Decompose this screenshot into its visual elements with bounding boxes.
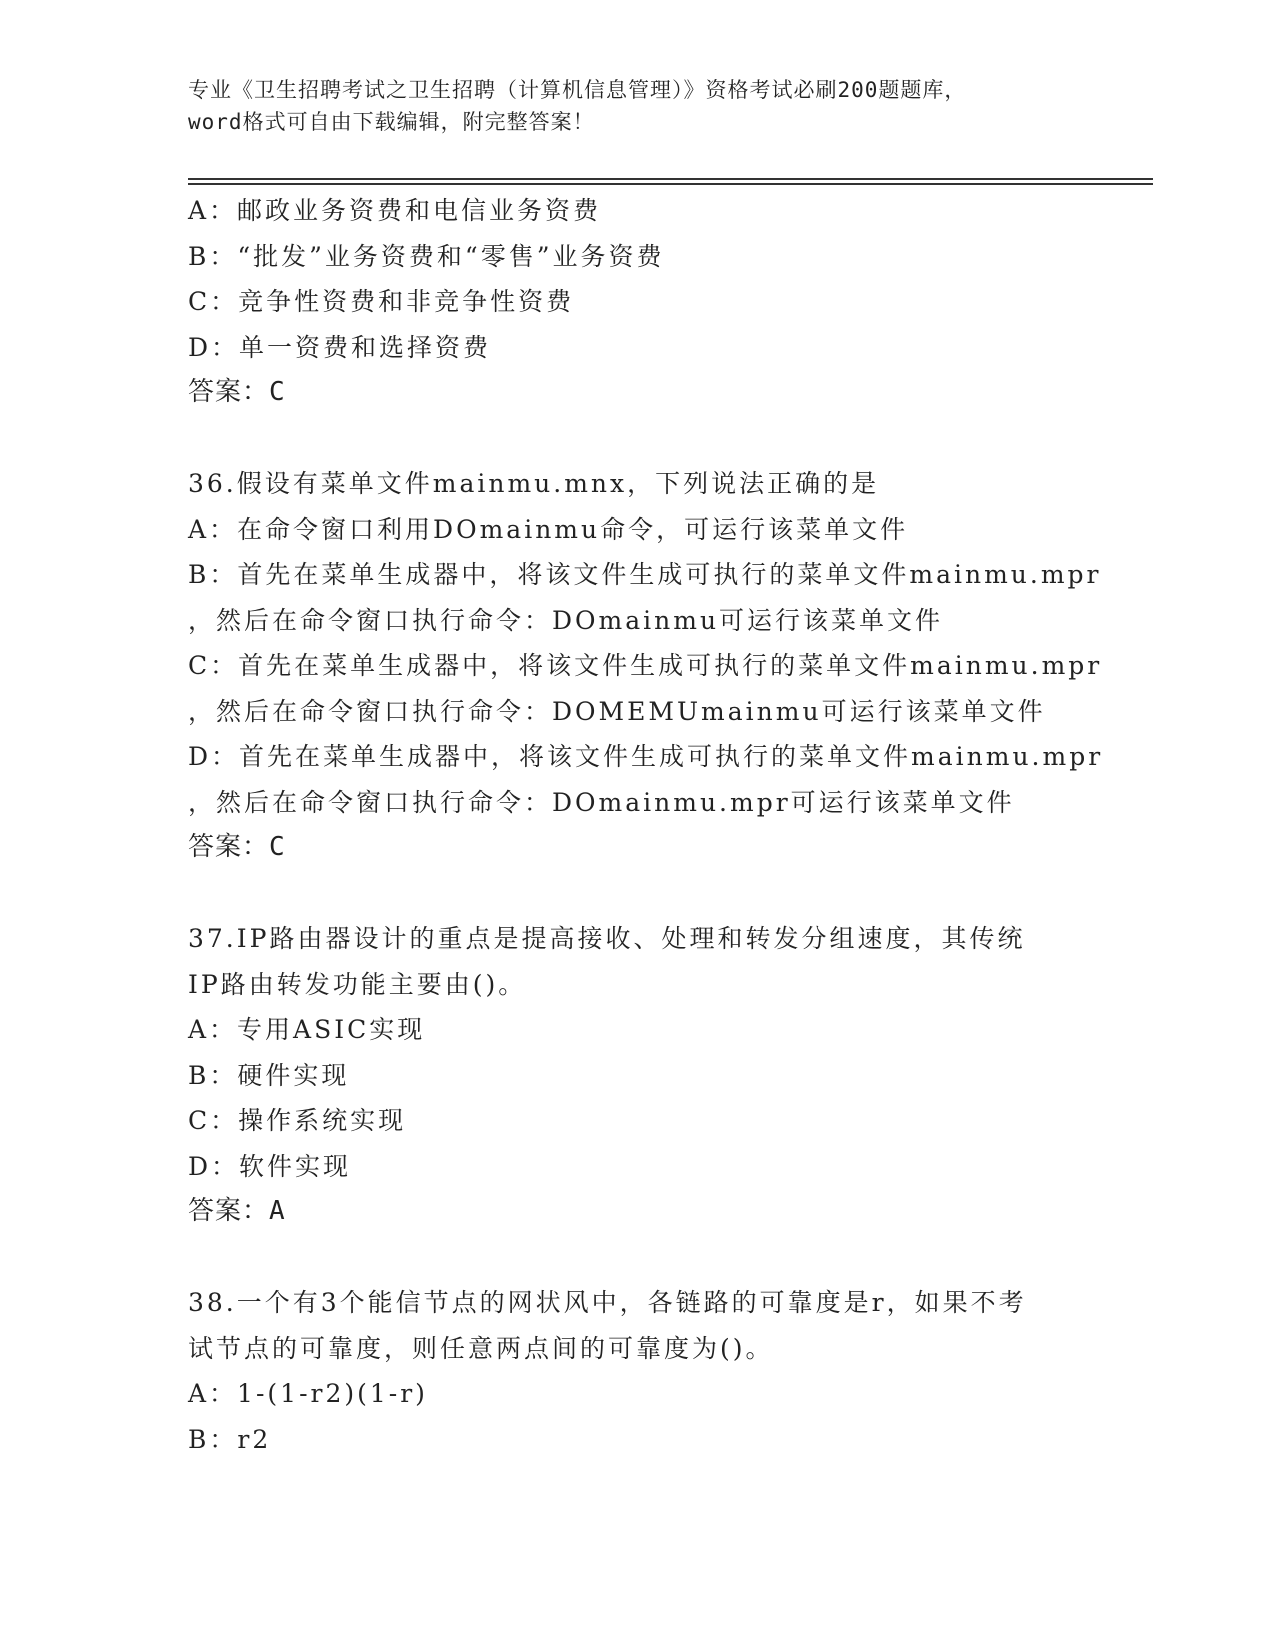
option-a: A：邮政业务资费和电信业务资费 [188, 196, 602, 225]
question-spacer [188, 1235, 1088, 1281]
option-a: A：专用ASIC实现 [188, 1015, 426, 1044]
option-c-continued: ，然后在命令窗口执行命令：DOMEMUmainmu可运行该菜单文件 [188, 696, 1046, 726]
option-b: B：“批发”业务资费和“零售”业务资费 [188, 241, 665, 271]
question-37-block [188, 916, 1088, 1235]
answer-line: 答案：C [188, 832, 286, 862]
option-b: B：首先在菜单生成器中，将该文件生成可执行的菜单文件mainmu.mpr [188, 560, 1102, 589]
question-text-continued: IP路由转发功能主要由()。 [188, 969, 527, 999]
option-d: D：首先在菜单生成器中，将该文件生成可执行的菜单文件mainmu.mpr [188, 742, 1104, 771]
question-36-block [188, 461, 1104, 871]
option-d: D：单一资费和选择资费 [188, 332, 492, 362]
document-header [188, 74, 1088, 138]
option-d: D：软件实现 [188, 1151, 352, 1181]
question-text: 38.一个有3个能信节点的网状风中，各链路的可靠度是r，如果不考 [188, 1288, 1027, 1317]
header-divider-bottom [188, 183, 1153, 185]
question-text: 37.IP路由器设计的重点是提高接收、处理和转发分组速度，其传统 [188, 924, 1026, 953]
header-title-line-2: word格式可自由下载编辑，附完整答案！ [188, 110, 595, 134]
option-c: C：竞争性资费和非竞争性资费 [188, 287, 575, 316]
option-b-continued: ，然后在命令窗口执行命令：DOmainmu可运行该菜单文件 [188, 605, 944, 635]
question-list [188, 188, 1104, 1462]
question-text: 36.假设有菜单文件mainmu.mnx，下列说法正确的是 [188, 469, 880, 498]
question-38-block [188, 1280, 1088, 1462]
question-text-continued: 试节点的可靠度，则任意两点间的可靠度为()。 [188, 1333, 774, 1363]
header-divider-top [188, 178, 1153, 180]
option-b: B：硬件实现 [188, 1060, 350, 1090]
option-a: A：在命令窗口利用DOmainmu命令，可运行该菜单文件 [188, 514, 909, 544]
option-c: C：首先在菜单生成器中，将该文件生成可执行的菜单文件mainmu.mpr [188, 651, 1103, 680]
option-b: B：r2 [188, 1424, 272, 1454]
answer-line: 答案：A [188, 1196, 286, 1226]
header-title-line-1: 专业《卫生招聘考试之卫生招聘（计算机信息管理）》资格考试必刷200题题库， [188, 78, 967, 102]
option-a: A：1-(1-r2)(1-r) [188, 1379, 428, 1408]
question-35-block [188, 188, 1088, 416]
question-spacer [188, 416, 1088, 462]
question-spacer [188, 871, 1088, 917]
option-c: C：操作系统实现 [188, 1106, 407, 1135]
answer-line: 答案：C [188, 377, 286, 407]
option-d-continued: ，然后在命令窗口执行命令：DOmainmu.mpr可运行该菜单文件 [188, 787, 1015, 817]
